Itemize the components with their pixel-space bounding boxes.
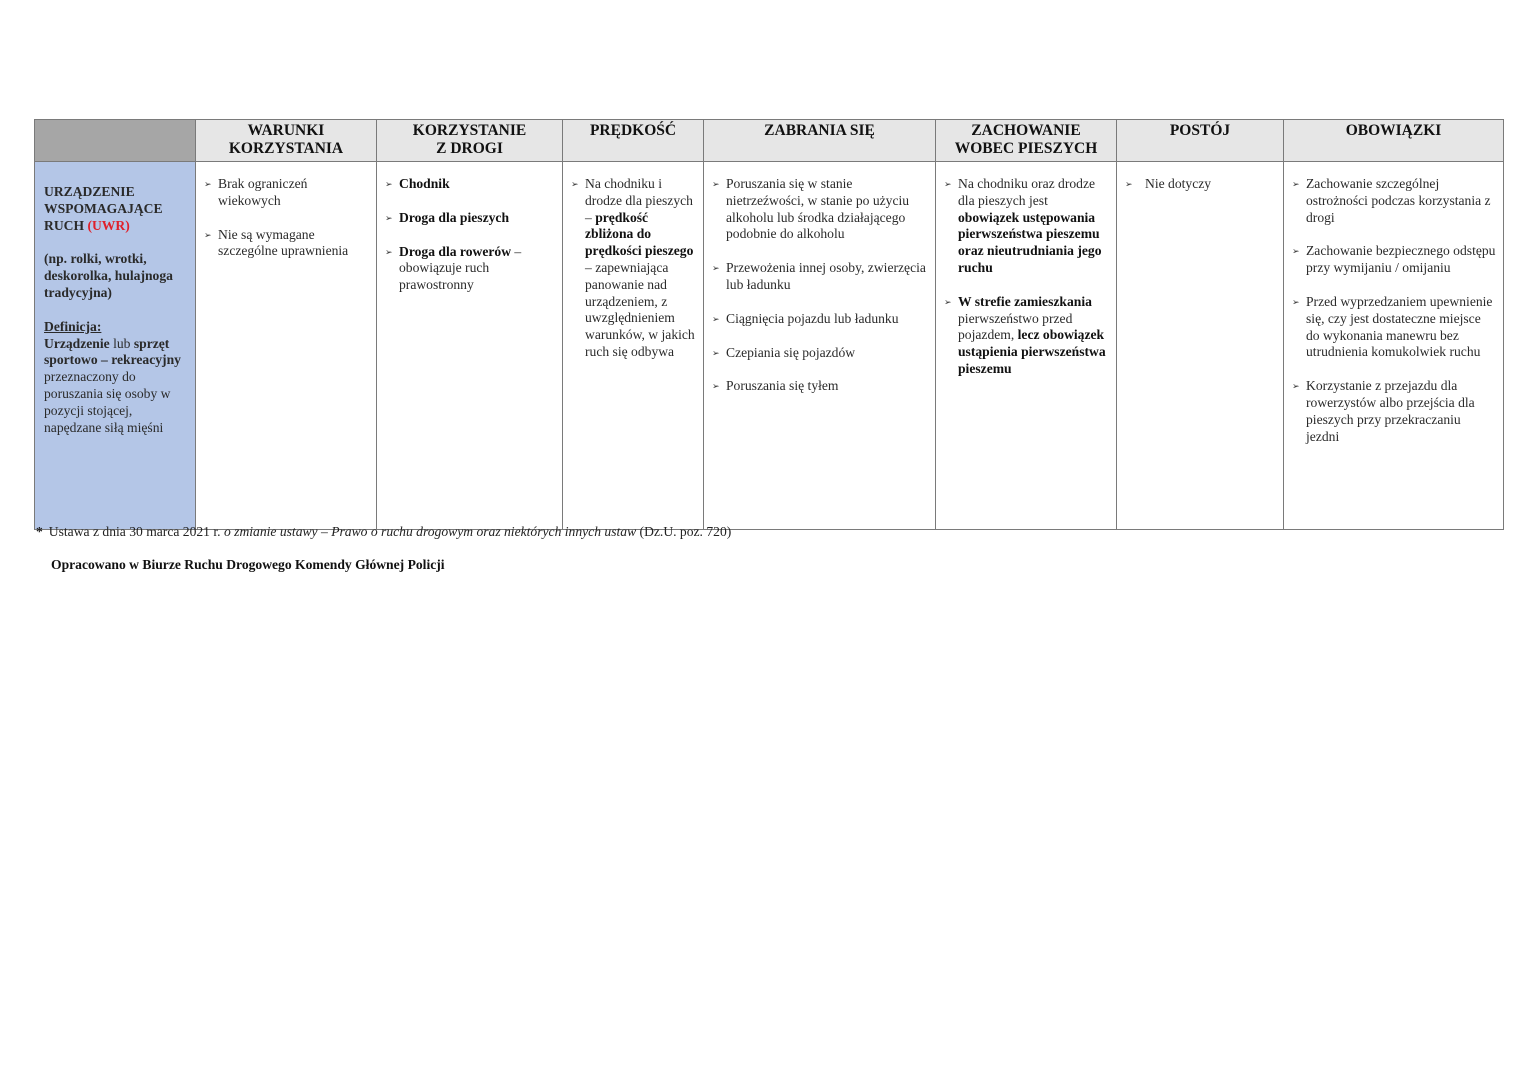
list-item: ➢ Czepiania się pojazdów (712, 344, 856, 360)
list-item: ➢ Poruszania się tyłem (712, 378, 839, 394)
device-examples: (np. rolki, wrotki, deskorolka, hulajnoga tradycyjna) (44, 251, 173, 300)
bullet-arrow-icon: ➢ (712, 381, 720, 392)
header-warunki: WARUNKI KORZYSTANIA (196, 120, 377, 162)
header-predkosc: PRĘDKOŚĆ (563, 120, 704, 162)
header-zabrania: ZABRANIA SIĘ (704, 120, 936, 162)
header-postoj: POSTÓJ (1117, 120, 1284, 162)
definition-label: Definicja: (44, 318, 102, 334)
bullet-arrow-icon: ➢ (712, 263, 720, 274)
footnote-star: * (36, 524, 43, 539)
bullet-arrow-icon: ➢ (712, 347, 720, 358)
list-item: ➢ W strefie zamieszkania pierwszeństwo przed pojazdem, lecz obowiązek ustąpienia pierwszeństwa pieszemu (944, 293, 1106, 376)
footnote: * Ustawa z dnia 30 marca 2021 r. o zmianie ustawy – Prawo o ruchu drogowym oraz niektórych innych ustaw (Dz.U. poz. 720) (36, 524, 732, 539)
bullet-arrow-icon: ➢ (204, 229, 212, 240)
device-row (35, 162, 1504, 530)
credit-line: Opracowano w Biurze Ruchu Drogowego Komendy Głównej Policji (51, 557, 445, 572)
list-item: ➢ Chodnik (385, 176, 450, 191)
bullet-arrow-icon: ➢ (385, 179, 393, 189)
definition-text: Urządzenie lub sprzęt sportowo – rekreacyjny przeznaczony do poruszania się osoby w pozycji stojącej, napędzane siłą mięśni (44, 335, 181, 435)
list-item: ➢ Zachowanie szczególnej ostrożności podczas korzystania z drogi (1292, 176, 1491, 225)
list-item: ➢ Droga dla rowerów – obowiązuje ruch prawostronny (385, 243, 522, 293)
list-item: ➢ Korzystanie z przejazdu dla rowerzystów albo przejścia dla pieszych przy przekraczaniu jezdni (1292, 378, 1475, 444)
bullet-arrow-icon: ➢ (712, 179, 720, 189)
bullet-arrow-icon: ➢ (1125, 179, 1133, 189)
bullet-arrow-icon: ➢ (944, 179, 952, 189)
postoj-cell (1117, 162, 1284, 530)
bullet-arrow-icon: ➢ (712, 313, 720, 324)
header-korzystanie: KORZYSTANIE Z DROGI (377, 120, 563, 162)
list-item: ➢ Ciągnięcia pojazdu lub ładunku (712, 310, 899, 326)
list-item: ➢ Poruszania się w stanie nietrzeźwości, w stanie po użyciu alkoholu lub środka działającego podobnie do alkoholu (712, 176, 910, 242)
list-item: ➢ Nie są wymagane szczególne uprawnienia (204, 226, 349, 259)
warunki-cell (196, 162, 377, 530)
list-item: ➢ Przewożenia innej osoby, zwierzęcia lub ładunku (712, 260, 926, 292)
device-name-3: RUCH (UWR) (44, 217, 130, 233)
bullet-arrow-icon: ➢ (571, 179, 579, 189)
bullet-arrow-icon: ➢ (204, 179, 212, 189)
list-item: ➢ Na chodniku oraz drodze dla pieszych jest obowiązek ustępowania pierwszeństwa pieszemu oraz nieutrudniania jego ruchu (944, 176, 1102, 275)
device-cell (35, 162, 196, 530)
predkosc-cell (563, 162, 704, 530)
header-zachowanie: ZACHOWANIE WOBEC PIESZYCH (936, 120, 1117, 162)
list-item: ➢ Przed wyprzedzaniem upewnienie się, czy jest dostateczne miejsce do wykonania manewru bez utrudnienia komukolwiek ruchu (1292, 293, 1493, 360)
bullet-arrow-icon: ➢ (1292, 179, 1300, 189)
rules-table (34, 119, 1504, 530)
header-row (35, 120, 1504, 162)
list-item: ➢ Zachowanie bezpiecznego odstępu przy wymijaniu / omijaniu (1292, 243, 1496, 276)
obowiazki-cell (1284, 162, 1504, 530)
list-item: ➢ Nie dotyczy (1125, 176, 1212, 191)
device-name-2: WSPOMAGAJĄCE (44, 200, 163, 216)
device-abbr: (UWR) (87, 217, 130, 233)
list-item: ➢ Droga dla pieszych (385, 209, 510, 225)
list-item: ➢ Na chodniku i drodze dla pieszych – prędkość zbliżona do prędkości pieszego – zapewniająca panowanie nad urządzeniem, z uwzględnieniem warunków, w jakich ruch się odbywa (571, 176, 695, 359)
bullet-arrow-icon: ➢ (1292, 381, 1300, 392)
zabrania-cell (704, 162, 936, 530)
header-obowiazki: OBOWIĄZKI (1284, 120, 1504, 162)
bullet-arrow-icon: ➢ (944, 296, 952, 307)
header-corner (35, 120, 196, 162)
korzystanie-cell (377, 162, 563, 530)
bullet-arrow-icon: ➢ (385, 212, 393, 223)
zachowanie-cell (936, 162, 1117, 530)
bullet-arrow-icon: ➢ (1292, 296, 1300, 307)
bullet-arrow-icon: ➢ (385, 246, 393, 257)
bullet-arrow-icon: ➢ (1292, 246, 1300, 257)
device-name-1: URZĄDZENIE (44, 184, 135, 199)
list-item: ➢ Brak ograniczeń wiekowych (204, 176, 308, 208)
footnote-act-title: o zmianie ustawy – Prawo o ruchu drogowym oraz niektórych innych ustaw (223, 524, 637, 539)
